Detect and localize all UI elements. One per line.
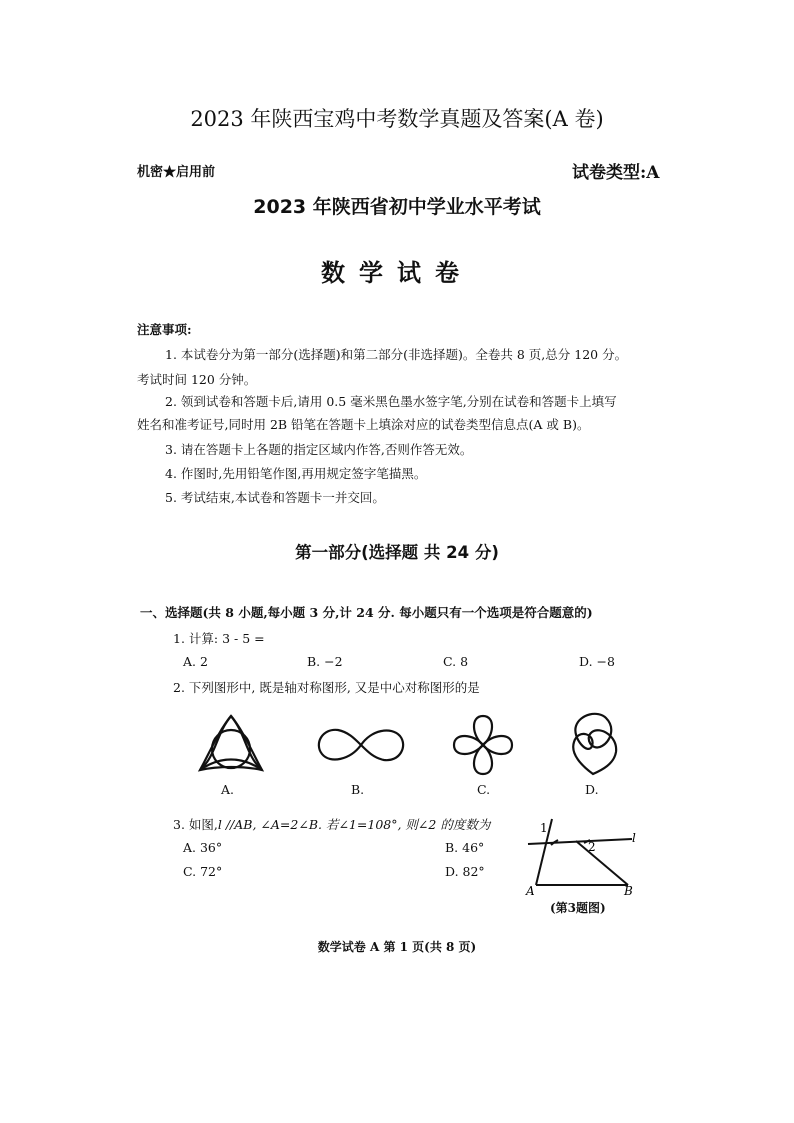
notice-item: 5. 考试结束,本试卷和答题卡一并交回。	[165, 490, 385, 505]
q3-option-b: B. 46°	[445, 840, 485, 855]
notice-item: 1. 本试卷分为第一部分(选择题)和第二部分(非选择题)。全卷共 8 页,总分 120 分。	[165, 347, 628, 362]
part-one-title: 第一部分(选择题 共 24 分)	[295, 543, 499, 562]
four-petal-figure	[450, 712, 516, 778]
q1-option-b: B. −2	[307, 654, 343, 669]
notice-item: 2. 领到试卷和答题卡后,请用 0.5 毫米黑色墨水签字笔,分别在试卷和答题卡上填写	[165, 394, 617, 409]
q3-option-c: C. 72°	[183, 864, 223, 879]
notice-item: 姓名和准考证号,同时用 2B 铅笔在答题卡上填涂对应的试卷类型信息点(A 或 B)。	[137, 417, 590, 432]
q3-option-a: A. 36°	[183, 840, 223, 855]
q2-label-a: A.	[221, 782, 235, 797]
q2-label-b: B.	[351, 782, 365, 797]
q3-geometry-figure	[520, 815, 645, 897]
subject-title: 数学试卷	[321, 259, 473, 287]
infinity-figure	[316, 722, 406, 768]
figure-label-l: l	[632, 831, 636, 845]
question-3-stem	[173, 815, 490, 833]
q3-figure-caption: (第3题图)	[550, 901, 606, 915]
page-footer: 数学试卷 A 第 1 页(共 8 页)	[317, 940, 477, 954]
notice-heading: 注意事项:	[137, 322, 192, 337]
notice-item: 4. 作图时,先用铅笔作图,再用规定签字笔描黑。	[165, 466, 427, 481]
paper-type-label: 试卷类型:A	[572, 163, 660, 183]
figure-label-b: B	[624, 884, 633, 897]
notice-item: 考试时间 120 分钟。	[137, 372, 257, 387]
page-title: 2023 年陕西宝鸡中考数学真题及答案(A 卷)	[190, 107, 604, 131]
q3-stem-prefix: 3. 如图,	[173, 817, 218, 832]
section-heading: 一、选择题(共 8 小题,每小题 3 分,计 24 分. 每小题只有一个选项是符合题意的)	[140, 605, 593, 620]
figure-label-2: 2	[588, 840, 596, 854]
confidential-label: 机密★启用前	[137, 165, 216, 180]
q3-option-d: D. 82°	[445, 864, 485, 879]
figure-label-a: A	[526, 884, 535, 897]
q1-option-d: D. −8	[579, 654, 615, 669]
q2-label-d: D.	[585, 782, 599, 797]
q3-stem-rest: l //AB, ∠A=2∠B. 若∠1=108°, 则∠2 的度数为	[217, 817, 491, 832]
q1-option-c: C. 8	[443, 654, 469, 669]
notice-item: 3. 请在答题卡上各题的指定区域内作答,否则作答无效。	[165, 442, 473, 457]
q2-label-c: C.	[477, 782, 491, 797]
question-1-stem: 1. 计算: 3 - 5 =	[173, 631, 265, 646]
exam-title: 2023 年陕西省初中学业水平考试	[253, 196, 541, 218]
figure-label-1: 1	[540, 821, 548, 835]
question-2-stem: 2. 下列图形中, 既是轴对称图形, 又是中心对称图形的是	[173, 680, 480, 695]
triquetra-figure	[196, 712, 266, 778]
knot-figure	[562, 708, 624, 780]
q1-option-a: A. 2	[183, 654, 208, 669]
